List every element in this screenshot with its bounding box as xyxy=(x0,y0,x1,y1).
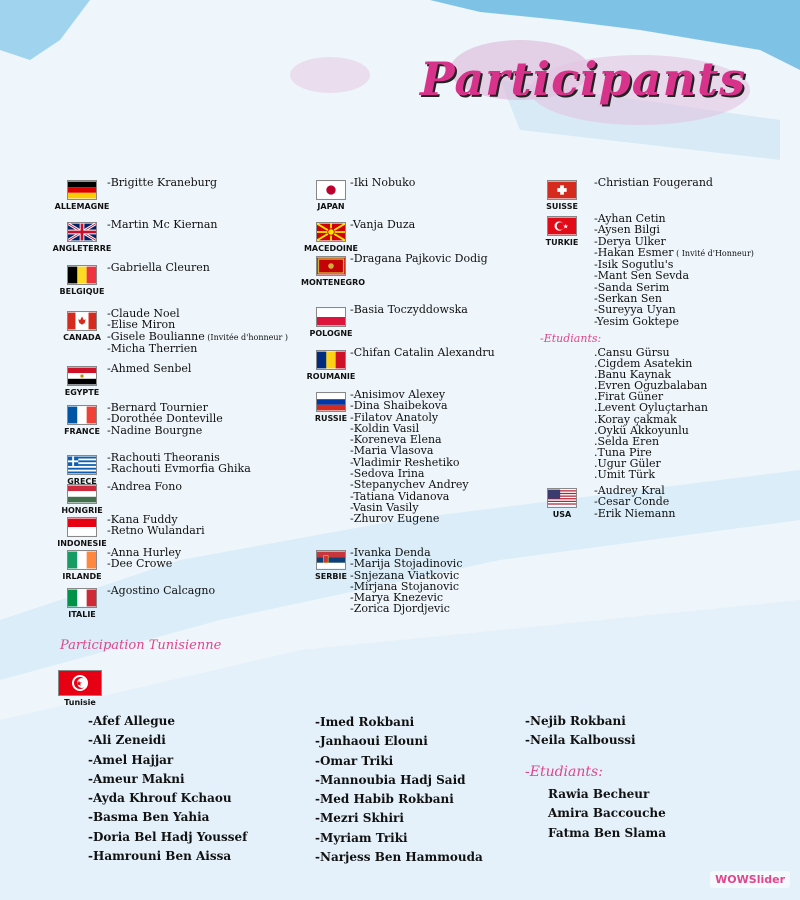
participant-name: -Zhurov Eugene xyxy=(350,512,440,526)
canada-flag-icon xyxy=(67,311,97,331)
participant-name: -Andrea Fono xyxy=(107,480,182,493)
participant-name: -Sureyya Uyan xyxy=(594,303,676,317)
participant-name: -Christian Fougerand xyxy=(594,176,713,189)
country-name: ITALIE xyxy=(68,610,96,619)
participant-name: -Mannoubia Hadj Said xyxy=(315,772,466,787)
participant-name: -Bernard Tournier xyxy=(107,401,208,414)
country-name: IRLANDE xyxy=(62,572,102,581)
participant-name: -Elise Miron xyxy=(107,318,176,332)
participant-list-montenegro xyxy=(350,253,488,264)
participant-name: -Narjess Ben Hammouda xyxy=(315,850,483,865)
participant-name: -Amel Hajjar xyxy=(88,752,174,767)
participant-list-allemagne xyxy=(107,177,217,188)
student-name: .Oykü Akkoyunlu xyxy=(594,423,689,437)
participant-name: -Imed Rokbani xyxy=(315,715,415,729)
participant-name: -Ayhan Cetin xyxy=(594,212,666,225)
student-name: .Selda Eren xyxy=(594,434,660,448)
roumanie-flag-icon xyxy=(316,350,346,370)
participant-name: -Dragana Pajkovic Dodig xyxy=(350,252,488,265)
country-name: POLOGNE xyxy=(309,329,353,338)
participant-name: -Agostino Calcagno xyxy=(107,584,216,597)
student-name: Rawia Becheur xyxy=(548,787,650,801)
participant-list-serbie xyxy=(350,547,463,615)
participant-name: -Vasin Vasily xyxy=(350,500,419,514)
participant-name: -Stepanychev Andrey xyxy=(350,478,469,492)
student-name: .Evren Oguzbalaban xyxy=(594,379,708,393)
participant-name: -Basia Toczyddowska xyxy=(350,303,468,316)
japan-flag-icon xyxy=(316,180,346,200)
participant-name: -Ahmed Senbel xyxy=(107,362,192,375)
tunisia-students-label: -Etudiants: xyxy=(525,764,603,780)
country-name: MACEDOINE xyxy=(303,244,359,253)
indonesie-flag-icon xyxy=(67,517,97,537)
tunisia-heading: Participation Tunisienne xyxy=(60,638,222,653)
montenegro-flag-icon xyxy=(316,256,346,276)
participant-name: -Koreneva Elena xyxy=(350,433,442,447)
honour-note: (Invitée d'honneur ) xyxy=(204,332,289,342)
participant-name: -Isik Sogutlu's xyxy=(594,258,674,272)
participant-list-roumanie xyxy=(350,347,495,358)
participant-name: -Afef Allegue xyxy=(88,714,176,728)
participant-name: -Vladimir Reshetiko xyxy=(350,455,460,469)
country-hongrie xyxy=(52,484,112,515)
country-egypte xyxy=(52,366,112,397)
participant-name: -Ameur Makni xyxy=(88,771,185,786)
macedoine-flag-icon xyxy=(316,222,346,242)
serbie-flag-icon xyxy=(316,550,346,570)
participant-name: -Chifan Catalin Alexandru xyxy=(350,346,495,359)
participant-list-russie xyxy=(350,389,469,525)
students-label-turkey: -Etudiants: xyxy=(540,332,602,345)
allemagne-flag-icon xyxy=(67,180,97,200)
country-name: BELGIQUE xyxy=(59,287,105,296)
participant-name: -Hamrouni Ben Aissa xyxy=(88,849,232,864)
participant-name: -Anisimov Alexey xyxy=(350,388,446,401)
participant-name: -Brigitte Kraneburg xyxy=(107,176,218,189)
participant-name: -Ali Zeneidi xyxy=(88,733,166,748)
participant-name: -Claude Noel xyxy=(107,307,180,320)
participant-name: -Marya Knezevic xyxy=(350,591,444,605)
student-name: .Cigdem Asatekin xyxy=(594,357,693,371)
country-name: RUSSIE xyxy=(314,414,348,423)
participant-name: -Basma Ben Yahia xyxy=(88,810,210,825)
participant-list-japan xyxy=(350,177,415,188)
country-indonesie xyxy=(52,517,112,548)
participant-name: -Dina Shaibekova xyxy=(350,399,448,413)
student-name: .Banu Kaynak xyxy=(594,368,672,382)
participant-name: -Dorothée Donteville xyxy=(107,412,223,426)
participant-name: -Zorica Djordjevic xyxy=(350,602,450,616)
participant-name: -Omar Triki xyxy=(315,753,394,768)
honour-note: ( Invité d'Honneur) xyxy=(673,248,754,258)
participant-list-italie xyxy=(107,585,215,596)
turkie-flag-icon xyxy=(547,216,577,236)
participant-name: -Gisele Boulianne (Invitée d'honneur ) xyxy=(107,329,289,343)
hongrie-flag-icon xyxy=(67,484,97,504)
student-name: .Ugur Güler xyxy=(594,456,661,470)
participant-list-canada xyxy=(107,308,288,354)
participant-name: -Serkan Sen xyxy=(594,292,662,306)
country-usa xyxy=(532,488,592,519)
student-name: .Umit Türk xyxy=(594,468,655,482)
participant-name: -Micha Therrien xyxy=(107,341,198,355)
participant-name: -Audrey Kral xyxy=(594,484,665,497)
country-name: Tunisie xyxy=(64,698,96,707)
participant-list-turkie xyxy=(594,213,754,327)
student-name: Fatma Ben Slama xyxy=(548,825,666,840)
country-canada xyxy=(52,311,112,342)
participant-name: -Tatiana Vidanova xyxy=(350,489,450,503)
participant-name: -Sedova Irina xyxy=(350,467,425,481)
page-title: Participants xyxy=(420,52,747,106)
country-france xyxy=(52,405,112,436)
participant-list-grece xyxy=(107,452,251,475)
participant-name: -Mezri Skhiri xyxy=(315,811,404,826)
country-angleterre xyxy=(52,222,112,253)
participant-list-egypte xyxy=(107,363,191,374)
tunisia-column-3 xyxy=(525,712,636,751)
participant-name: -Nadine Bourgne xyxy=(107,423,203,437)
country-name: ANGLETERRE xyxy=(52,244,112,253)
country-name: SUISSE xyxy=(546,202,578,211)
participant-name: -Erik Niemann xyxy=(594,506,676,520)
participant-name: -Nejib Rokbani xyxy=(525,714,626,728)
pologne-flag-icon xyxy=(316,307,346,327)
participant-list-belgique xyxy=(107,262,210,273)
wowslider-badge[interactable]: WOWSlider xyxy=(710,871,790,888)
participant-name: -Janhaoui Elouni xyxy=(315,734,428,749)
participant-name: -Kana Fuddy xyxy=(107,513,178,526)
participant-name: -Derya Ulker xyxy=(594,234,666,248)
tunisia-column-2 xyxy=(315,713,483,867)
participant-name: -Neila Kalboussi xyxy=(525,733,636,748)
participant-name: -Sanda Serim xyxy=(594,280,670,294)
angleterre-flag-icon xyxy=(67,222,97,242)
egypte-flag-icon xyxy=(67,366,97,386)
participant-list-macedoine xyxy=(350,219,415,230)
participant-list-pologne xyxy=(350,304,468,315)
participant-name: -Cesar Conde xyxy=(594,495,670,509)
participant-name: -Snjezana Viatkovic xyxy=(350,568,460,582)
participant-list-indonesie xyxy=(107,514,205,537)
country-grece xyxy=(52,455,112,486)
tunisia-students-list xyxy=(548,785,666,843)
participant-name: -Doria Bel Hadj Youssef xyxy=(88,829,248,844)
svg-text:★: ★ xyxy=(75,679,83,688)
country-name: EGYPTE xyxy=(64,388,100,397)
france-flag-icon xyxy=(67,405,97,425)
participant-name: -Marija Stojadinovic xyxy=(350,557,463,571)
svg-text:★: ★ xyxy=(562,222,569,231)
belgique-flag-icon xyxy=(67,265,97,285)
participant-name: -Hakan Esmer ( Invité d'Honneur) xyxy=(594,245,754,259)
participant-name: -Ivanka Denda xyxy=(350,546,431,559)
participant-name: -Iki Nobuko xyxy=(350,176,416,189)
country-suisse xyxy=(532,180,592,211)
participant-name: -Aysen Bilgi xyxy=(594,223,660,237)
participant-name: -Mirjana Stojanovic xyxy=(350,579,460,593)
student-name: Amira Baccouche xyxy=(548,806,666,821)
participant-name: -Martin Mc Kiernan xyxy=(107,218,218,231)
country-allemagne xyxy=(52,180,112,211)
country-name: CANADA xyxy=(63,333,101,342)
country-name: INDONESIE xyxy=(57,539,107,548)
country-name: JAPAN xyxy=(317,202,345,211)
participant-name: -Vanja Duza xyxy=(350,218,416,231)
student-name: .Levent Oyluçtarhan xyxy=(594,401,708,415)
country-name: ALLEMAGNE xyxy=(54,202,110,211)
participant-name: -Myriam Triki xyxy=(315,830,408,845)
participant-name: -Maria Vlasova xyxy=(350,444,434,458)
student-name: .Cansu Gürsu xyxy=(594,346,670,359)
country-turkie xyxy=(532,216,592,247)
participant-list-france xyxy=(107,402,223,436)
country-name: GRECE xyxy=(67,477,97,486)
grece-flag-icon xyxy=(67,455,97,475)
participant-name: -Anna Hurley xyxy=(107,546,182,559)
tunisia-flag-icon xyxy=(58,670,102,696)
participant-list-irlande xyxy=(107,547,181,570)
participant-name: -Mant Sen Sevda xyxy=(594,269,690,283)
country-tunisia xyxy=(50,670,110,707)
student-name: .Koray çakmak xyxy=(594,412,677,426)
country-italie xyxy=(52,588,112,619)
tunisia-column-1 xyxy=(88,712,247,866)
italie-flag-icon xyxy=(67,588,97,608)
participant-name: -Yesim Goktepe xyxy=(594,314,679,328)
country-name: USA xyxy=(552,510,572,519)
participant-name: -Koldin Vasil xyxy=(350,421,420,435)
participant-name: -Ayda Khrouf Kchaou xyxy=(88,791,232,806)
country-name: SERBIE xyxy=(315,572,347,581)
participant-list-angleterre xyxy=(107,219,217,230)
irlande-flag-icon xyxy=(67,550,97,570)
participant-list-usa xyxy=(594,485,676,519)
student-name: .Tuna Pire xyxy=(594,445,652,459)
participant-name: -Retno Wulandari xyxy=(107,524,205,538)
country-name: TURKIE xyxy=(545,238,579,247)
russie-flag-icon xyxy=(316,392,346,412)
usa-flag-icon xyxy=(547,488,577,508)
country-name: FRANCE xyxy=(64,427,100,436)
student-name: .Firat Güner xyxy=(594,390,664,404)
participant-name: -Gabriella Cleuren xyxy=(107,261,210,274)
suisse-flag-icon xyxy=(547,180,577,200)
country-irlande xyxy=(52,550,112,581)
country-name: MONTENEGRO xyxy=(301,278,366,287)
turkey-students-list xyxy=(594,347,708,480)
participant-list-suisse xyxy=(594,177,713,188)
participant-name: -Rachouti Evmorfia Ghika xyxy=(107,462,251,476)
country-belgique xyxy=(52,265,112,296)
participant-name: -Rachouti Theoranis xyxy=(107,451,220,464)
country-name: ROUMANIE xyxy=(306,372,356,381)
participant-name: -Filatov Anatoly xyxy=(350,410,439,424)
participant-name: -Med Habib Rokbani xyxy=(315,792,454,807)
participant-name: -Dee Crowe xyxy=(107,557,173,571)
country-name: HONGRIE xyxy=(61,506,103,515)
participant-list-hongrie xyxy=(107,481,182,492)
